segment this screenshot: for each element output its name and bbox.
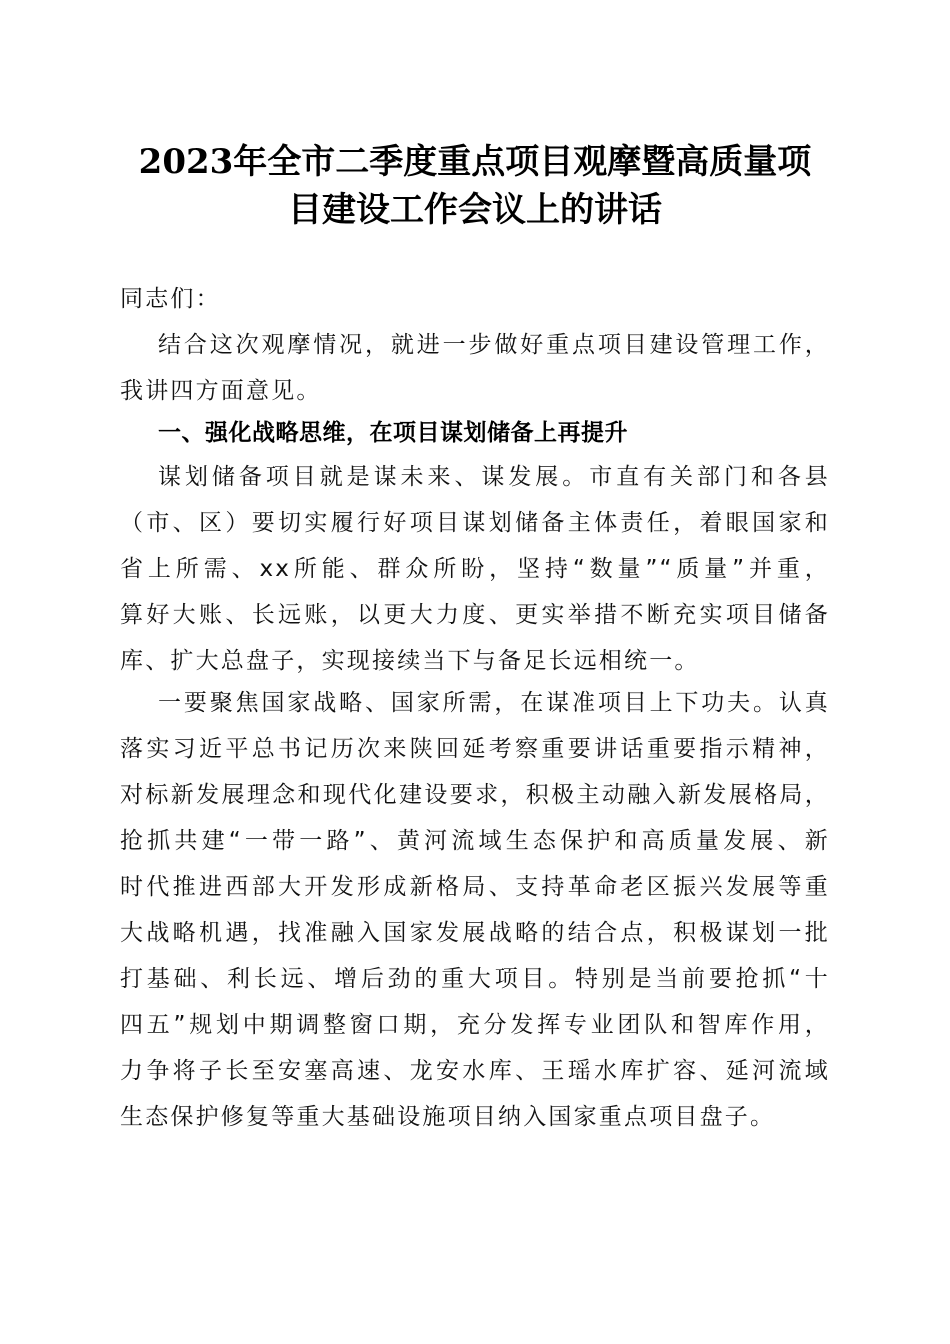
paragraph-line: 抢抓共建“一带一路”、黄河流域生态保护和高质量发展、新 <box>120 828 830 854</box>
paragraph-line: 库、扩大总盘子，实现接续当下与备足长远相统一。 <box>120 648 700 674</box>
paragraph-line: 谋划储备项目就是谋未来、谋发展。市直有关部门和各县 <box>158 464 830 490</box>
paragraph-line: 算好大账、长远账，以更大力度、更实举措不断充实项目储备 <box>120 602 830 628</box>
paragraph-line: 四五”规划中期调整窗口期，充分发挥专业团队和智库作用， <box>120 1012 830 1038</box>
document-title-line-2: 目建设工作会议上的讲话 <box>288 190 662 230</box>
section-heading: 一、强化战略思维，在项目谋划储备上再提升 <box>158 420 628 446</box>
paragraph-line: （市、区）要切实履行好项目谋划储备主体责任，着眼国家和 <box>120 510 830 536</box>
intro-line: 我讲四方面意见。 <box>120 378 322 404</box>
paragraph-line: 时代推进西部大开发形成新格局、支持革命老区振兴发展等重 <box>120 874 830 900</box>
paragraph-line: 省上所需、xx所能、群众所盼，坚持“数量”“质量”并重， <box>120 556 830 582</box>
document-title-line-1: 2023年全市二季度重点项目观摩暨高质量项 <box>138 142 812 182</box>
intro-line: 结合这次观摩情况，就进一步做好重点项目建设管理工作， <box>158 332 830 358</box>
paragraph-line: 力争将子长至安塞高速、龙安水库、王瑶水库扩容、延河流域 <box>120 1058 830 1084</box>
paragraph-line: 大战略机遇，找准融入国家发展战略的结合点，积极谋划一批 <box>120 920 830 946</box>
paragraph-line: 打基础、利长远、增后劲的重大项目。特别是当前要抢抓“十 <box>120 966 830 992</box>
paragraph-line: 落实习近平总书记历次来陕回延考察重要讲话重要指示精神， <box>120 736 830 762</box>
paragraph-line: 一要聚焦国家战略、国家所需，在谋准项目上下功夫。认真 <box>158 690 830 716</box>
salutation: 同志们： <box>120 286 221 312</box>
paragraph-line: 对标新发展理念和现代化建设要求，积极主动融入新发展格局， <box>120 782 830 808</box>
paragraph-line: 生态保护修复等重大基础设施项目纳入国家重点项目盘子。 <box>120 1104 776 1130</box>
